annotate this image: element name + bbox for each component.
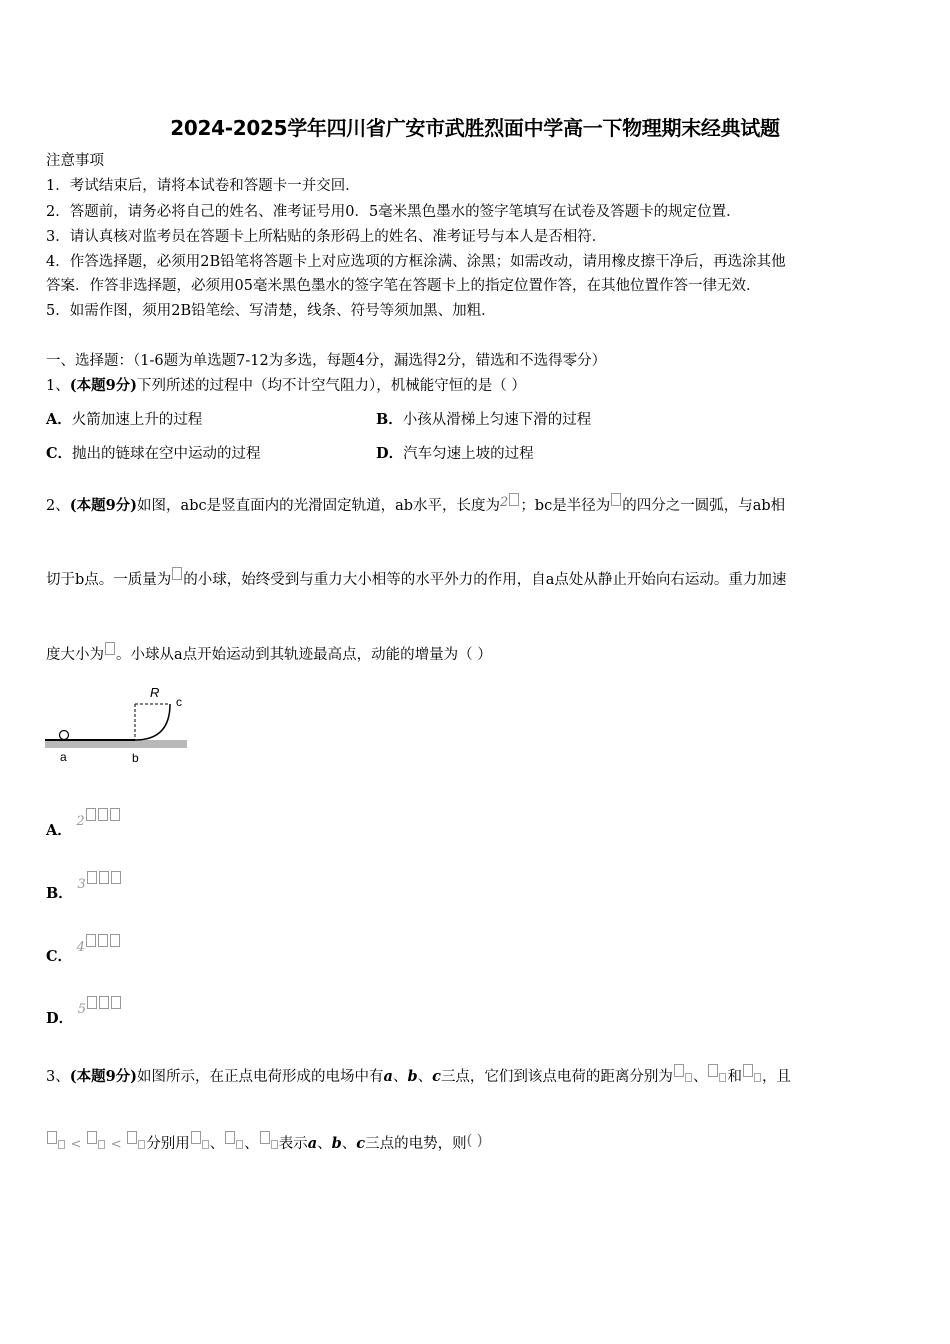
math-placeholder-icon [611,493,621,506]
math-coef: 4 [76,940,85,955]
q2-text: 切于b点。一质量为 [46,572,172,588]
math-placeholder-icon [743,1064,753,1077]
option-letter: C． [46,948,73,965]
q1-option-a [46,411,202,429]
q2-line-3 [46,642,492,664]
option-text: 小孩从滑梯上匀速下滑的过程 [402,412,592,428]
label-r: R [150,685,160,700]
math-placeholder-icon [674,1064,684,1077]
math-placeholder-icon [86,808,96,821]
q2-line-2 [46,567,786,589]
math-placeholder-icon [87,996,97,1009]
q3-text: 、 [317,1136,332,1152]
q3-line-1 [46,1064,791,1086]
math-placeholder-icon [708,1064,718,1077]
math-placeholder-icon [509,493,519,506]
q1-option-d [376,445,534,463]
math-placeholder-icon [225,1131,235,1144]
q1-option-b [376,411,591,429]
option-letter: C． [46,445,73,462]
q2-line-1 [46,493,785,515]
math-placeholder-icon [99,871,109,884]
q3-line-2 [46,1131,483,1154]
q3-text: 、 [244,1136,259,1152]
q3-text: 和 [727,1069,742,1085]
label-b: b [132,751,139,765]
math-placeholder-icon [98,934,108,947]
option-letter: A． [46,822,72,839]
q3-text: 、 [341,1136,357,1152]
math-placeholder-icon [110,808,120,821]
math-subscript-icon [719,1073,726,1082]
point-c: c [356,1135,366,1152]
math-subscript-icon [685,1073,692,1082]
q2-text: 度大小为 [46,647,104,663]
q3-score: (本题9分) [69,1068,138,1085]
math-placeholder-icon [260,1131,270,1144]
q2-option-d [46,996,122,1028]
math-subscript-icon [202,1140,209,1149]
section-heading: 一、选择题：（1-6题为单选题7-12为多选，每题4分，漏选得2分，错选和不选得零分） [46,353,607,369]
q1-number: 1、 [46,378,70,394]
answer-paren: ( ) [466,1133,483,1149]
question-1 [46,377,526,395]
q2-text: 如图，abc是竖直面内的光滑固定轨道，ab水平，长度为 [137,498,501,514]
notice-item-4-cont: 答案．作答非选择题，必须用05毫米黑色墨水的签字笔在答题卡上的指定位置作答，在其他位置作答一律无效． [46,278,761,294]
page-title: 2024-2025学年四川省广安市武胜烈面中学高一下物理期末经典试题 [170,116,780,140]
notice-heading: 注意事项 [46,153,104,169]
q2-option-a [46,808,121,840]
q2-option-b [46,871,122,903]
math-coef: 2 [500,495,509,510]
q1-option-c [46,445,261,463]
notice-item-2: 2．答题前，请务必将自己的姓名、准考证号用0．5毫米黑色墨水的签字笔填写在试卷及答题卡的规定位置． [46,204,741,220]
math-lt: < [70,1137,82,1152]
math-placeholder-icon [110,934,120,947]
math-subscript-icon [236,1140,243,1149]
label-a: a [60,750,67,764]
point-c: c [432,1068,441,1085]
option-text: 汽车匀速上坡的过程 [403,446,534,462]
q3-text: 如图所示，在正点电荷形成的电场中有 [137,1069,384,1085]
notice-item-1: 1．考试结束后，请将本试卷和答题卡一并交回． [46,178,360,194]
q3-text: 表示 [278,1136,308,1152]
option-letter: D． [376,445,404,462]
math-subscript-icon [138,1140,145,1149]
point-b: b [331,1135,342,1152]
math-lt: < [110,1137,122,1152]
math-placeholder-icon [87,1131,97,1144]
ball [60,731,69,740]
q2-text: 的小球，始终受到与重力大小相等的水平外力的作用，自a点处从静止开始向右运动。重力加速 [183,572,787,588]
q3-text: 分别用 [146,1136,190,1152]
math-placeholder-icon [111,996,121,1009]
option-letter: D． [46,1010,74,1027]
q3-text: 、 [692,1069,708,1085]
q3-text: 三点的电势，则 [365,1136,467,1152]
math-coef: 5 [77,1002,86,1017]
track-figure [40,680,200,770]
point-a: a [307,1135,318,1152]
option-letter: B． [376,411,403,428]
q2-text: 的四分之一圆弧，与ab相 [622,498,786,514]
math-placeholder-icon [127,1131,137,1144]
option-letter: A． [46,411,72,428]
math-placeholder-icon [47,1131,57,1144]
notice-item-5: 5．如需作图，须用2B铅笔绘、写清楚，线条、符号等须加黑、加粗． [46,303,496,319]
track-bc-arc [135,704,170,740]
math-placeholder-icon [86,934,96,947]
point-b: b [407,1068,418,1085]
q3-text: 、 [392,1069,408,1085]
math-subscript-icon [58,1140,65,1149]
ground [45,740,187,748]
q1-stem: 下列所述的过程中（均不计空气阻力），机械能守恒的是（ ） [137,378,526,394]
math-placeholder-icon [105,642,115,655]
q3-text: 、 [209,1136,225,1152]
notice-item-4: 4．作答选择题，必须用2B铅笔将答题卡上对应选项的方框涂满、涂黑；如需改动，请用橡皮擦干净后，再选涂其他 [46,254,786,270]
q2-text: ；bc是半径为 [520,498,611,514]
q1-score: (本题9分) [69,377,138,394]
math-placeholder-icon [98,808,108,821]
math-placeholder-icon [87,871,97,884]
math-placeholder-icon [172,567,182,580]
math-placeholder-icon [191,1131,201,1144]
label-c: c [176,695,182,709]
q2-option-c [46,934,121,966]
q2-score: (本题9分) [69,497,138,514]
option-text: 抛出的链球在空中运动的过程 [72,446,261,462]
q3-text: ，且 [761,1069,791,1085]
q3-number: 3、 [46,1069,70,1085]
q2-number: 2、 [46,498,70,514]
q3-text: 、 [417,1069,433,1085]
math-placeholder-icon [111,871,121,884]
math-coef: 2 [76,814,85,829]
math-subscript-icon [271,1140,278,1149]
math-subscript-icon [754,1073,761,1082]
q2-text: 。小球从a点开始运动到其轨迹最高点，动能的增量为（ ） [116,647,492,663]
option-letter: B． [46,885,73,902]
math-coef: 3 [77,877,86,892]
option-text: 火箭加速上升的过程 [71,412,203,428]
notice-item-3: 3．请认真核对监考员在答题卡上所粘贴的条形码上的姓名、准考证号与本人是否相符． [46,229,607,245]
math-placeholder-icon [99,996,109,1009]
point-a: a [383,1068,393,1085]
q3-text: 三点，它们到该点电荷的距离分别为 [440,1069,673,1085]
math-subscript-icon [98,1140,105,1149]
